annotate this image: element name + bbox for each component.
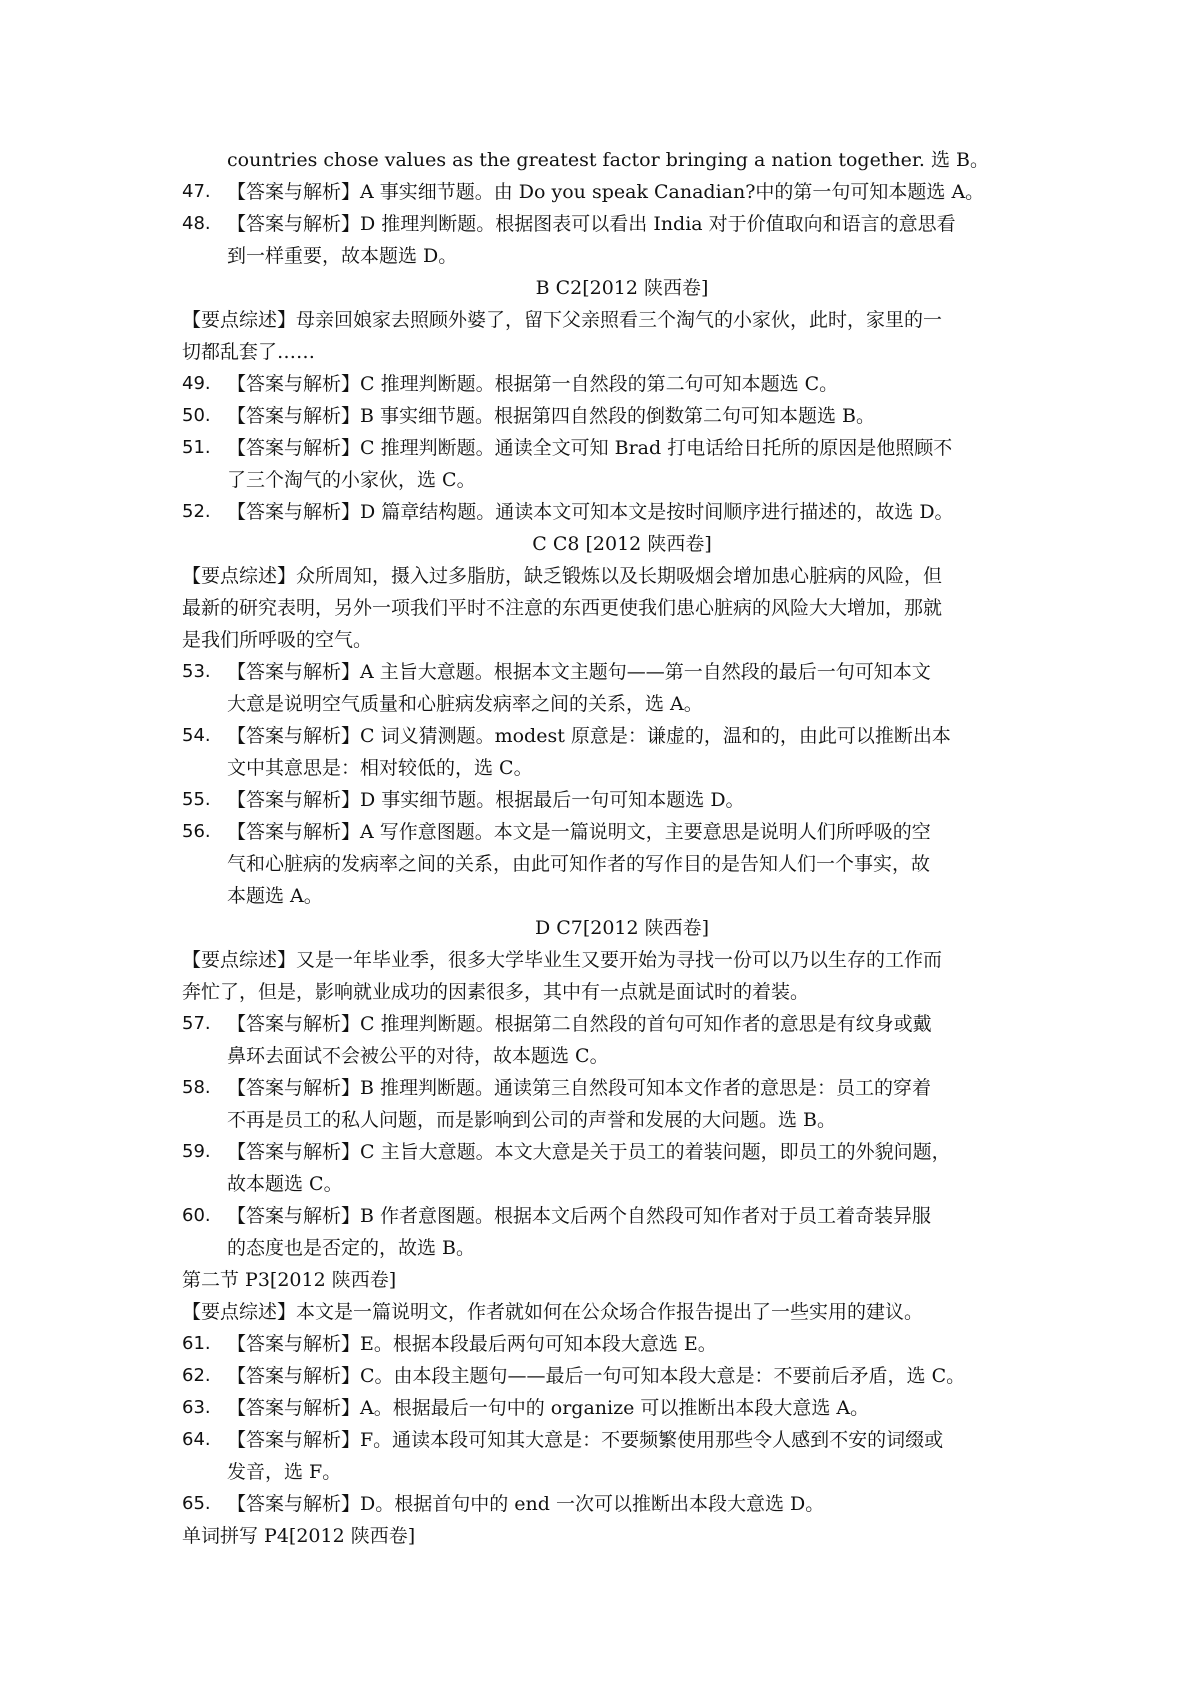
- answer-explanation: [227, 784, 1032, 816]
- answer-item: [182, 1008, 1032, 1072]
- paragraph-line: 最新的研究表明，另外一项我们平时不注意的东西更使我们患心脏病的风险大大增加，那就: [182, 597, 943, 619]
- explanation-line: 【答案与解析】C 词义猜测题。modest 原意是：谦虚的，温和的，由此可以推断出本: [227, 725, 951, 747]
- summary-paragraph: [182, 1296, 1032, 1328]
- explanation-line: 【答案与解析】B 事实细节题。根据第四自然段的倒数第二句可知本题选 B。: [227, 405, 876, 427]
- paragraph-line: 是我们所呼吸的空气。: [182, 629, 373, 651]
- question-number: 60.: [182, 1205, 211, 1226]
- paragraph-line: 【要点综述】母亲回娘家去照顾外婆了，留下父亲照看三个淘气的小家伙，此时，家里的一: [182, 309, 943, 331]
- explanation-line: 鼻环去面试不会被公平的对待，故本题选 C。: [227, 1045, 609, 1067]
- answer-item: [182, 720, 1032, 784]
- answer-explanation: [227, 208, 1032, 272]
- paragraph-line: 第二节 P3[2012 陕西卷]: [182, 1269, 397, 1291]
- explanation-line: 【答案与解析】A 事实细节题。由 Do you speak Canadian?中的第一句可知本题选 A。: [227, 181, 985, 203]
- answer-item: [182, 432, 1032, 496]
- question-number: 61.: [182, 1333, 211, 1354]
- continuation-line: countries chose values as the greatest factor bringing a nation together. 选 B。: [227, 149, 990, 171]
- answer-explanation: [227, 720, 1032, 784]
- paragraph-line: 单词拼写 P4[2012 陕西卷]: [182, 1525, 416, 1547]
- question-number: 55.: [182, 789, 211, 810]
- explanation-line: 不再是员工的私人问题，而是影响到公司的声誉和发展的大问题。选 B。: [227, 1109, 837, 1131]
- answer-explanation: [227, 1392, 1032, 1424]
- question-number: 53.: [182, 661, 211, 682]
- question-number: 57.: [182, 1013, 211, 1034]
- explanation-line: 【答案与解析】C 推理判断题。通读全文可知 Brad 打电话给日托所的原因是他照顾不: [227, 437, 953, 459]
- answer-item: [182, 176, 1032, 208]
- section-heading: D C7[2012 陕西卷]: [534, 917, 710, 939]
- answer-item: [182, 1136, 1032, 1200]
- answer-explanation: [227, 816, 1032, 912]
- answer-item: [182, 1360, 1032, 1392]
- explanation-line: 【答案与解析】D 篇章结构题。通读本文可知本文是按时间顺序进行描述的，故选 D。: [227, 501, 954, 523]
- answer-explanation: [227, 1488, 1032, 1520]
- answer-explanation: [227, 400, 1032, 432]
- explanation-line: 发音，选 F。: [227, 1461, 342, 1483]
- question-number: 50.: [182, 405, 211, 426]
- explanation-line: 【答案与解析】B 作者意图题。根据本文后两个自然段可知作者对于员工着奇装异服: [227, 1205, 932, 1227]
- explanation-line: 【答案与解析】B 推理判断题。通读第三自然段可知本文作者的意思是：员工的穿着: [227, 1077, 932, 1099]
- explanation-line: 了三个淘气的小家伙，选 C。: [227, 469, 476, 491]
- explanation-line: 文中其意思是：相对较低的，选 C。: [227, 757, 533, 779]
- answer-item: [182, 208, 1032, 272]
- answer-item: [182, 1328, 1032, 1360]
- summary-paragraph: [182, 304, 1032, 368]
- paragraph-line: 切都乱套了……: [182, 341, 316, 363]
- explanation-line: 【答案与解析】F。通读本段可知其大意是：不要频繁使用那些令人感到不安的词缀或: [227, 1429, 944, 1451]
- answer-item: [182, 1200, 1032, 1264]
- answer-explanation: [227, 176, 1032, 208]
- question-number: 65.: [182, 1493, 211, 1514]
- question-number: 56.: [182, 821, 211, 842]
- explanation-line: 【答案与解析】A 写作意图题。本文是一篇说明文，主要意思是说明人们所呼吸的空: [227, 821, 931, 843]
- explanation-line: 【答案与解析】A。根据最后一句中的 organize 可以推断出本段大意选 A。: [227, 1397, 870, 1419]
- answer-item: [182, 1392, 1032, 1424]
- answer-item: [182, 1488, 1032, 1520]
- answer-explanation: [227, 432, 1032, 496]
- explanation-line: 气和心脏病的发病率之间的关系，由此可知作者的写作目的是告知人们一个事实，故: [227, 853, 931, 875]
- answer-item: [182, 400, 1032, 432]
- explanation-line: 【答案与解析】C。由本段主题句——最后一句可知本段大意是：不要前后矛盾，选 C。: [227, 1365, 966, 1387]
- answer-explanation: [227, 496, 1032, 528]
- explanation-line: 【答案与解析】C 推理判断题。根据第二自然段的首句可知作者的意思是有纹身或戴: [227, 1013, 932, 1035]
- question-number: 58.: [182, 1077, 211, 1098]
- summary-paragraph: [182, 1264, 1032, 1296]
- answer-explanation: [227, 368, 1032, 400]
- explanation-line: 【答案与解析】C 主旨大意题。本文大意是关于员工的着装问题，即员工的外貌问题，: [227, 1141, 951, 1163]
- answer-explanation: [227, 1008, 1032, 1072]
- answer-key-content: [182, 144, 1032, 1552]
- question-number: 47.: [182, 181, 211, 202]
- question-number: 49.: [182, 373, 211, 394]
- answer-explanation: [227, 1072, 1032, 1136]
- explanation-line: 【答案与解析】C 推理判断题。根据第一自然段的第二句可知本题选 C。: [227, 373, 839, 395]
- answer-item: [182, 1424, 1032, 1488]
- question-number: 48.: [182, 213, 211, 234]
- question-number: 63.: [182, 1397, 211, 1418]
- explanation-line: 到一样重要，故本题选 D。: [227, 245, 458, 267]
- answer-explanation: [227, 1360, 1032, 1392]
- paragraph-line: 【要点综述】又是一年毕业季，很多大学毕业生又要开始为寻找一份可以乃以生存的工作而: [182, 949, 943, 971]
- question-number: 64.: [182, 1429, 211, 1450]
- explanation-line: 【答案与解析】E。根据本段最后两句可知本段大意选 E。: [227, 1333, 717, 1355]
- question-number: 52.: [182, 501, 211, 522]
- answer-item: [182, 1072, 1032, 1136]
- explanation-line: 【答案与解析】D 推理判断题。根据图表可以看出 India 对于价值取向和语言的意思看: [227, 213, 956, 235]
- answer-explanation: [227, 1136, 1032, 1200]
- paragraph-line: 【要点综述】本文是一篇说明文，作者就如何在公众场合作报告提出了一些实用的建议。: [182, 1301, 924, 1323]
- section-heading: B C2[2012 陕西卷]: [535, 277, 709, 299]
- paragraph-line: 【要点综述】众所周知，摄入过多脂肪，缺乏锻炼以及长期吸烟会增加患心脏病的风险，但: [182, 565, 943, 587]
- explanation-line: 【答案与解析】A 主旨大意题。根据本文主题句——第一自然段的最后一句可知本文: [227, 661, 931, 683]
- answer-explanation: [227, 1424, 1032, 1488]
- answer-explanation: [227, 656, 1032, 720]
- answer-explanation: [227, 1200, 1032, 1264]
- section-heading: C C8 [2012 陕西卷]: [532, 533, 712, 555]
- summary-paragraph: [182, 1520, 1032, 1552]
- answer-item: [182, 496, 1032, 528]
- paragraph-line: 奔忙了，但是，影响就业成功的因素很多，其中有一点就是面试时的着装。: [182, 981, 810, 1003]
- answer-explanation: [227, 1328, 1032, 1360]
- answer-item: [182, 816, 1032, 912]
- answer-item: [182, 656, 1032, 720]
- answer-item: [182, 784, 1032, 816]
- question-number: 59.: [182, 1141, 211, 1162]
- explanation-line: 大意是说明空气质量和心脏病发病率之间的关系，选 A。: [227, 693, 703, 715]
- summary-paragraph: [182, 944, 1032, 1008]
- explanation-line: 的态度也是否定的，故选 B。: [227, 1237, 476, 1259]
- explanation-line: 【答案与解析】D。根据首句中的 end 一次可以推断出本段大意选 D。: [227, 1493, 825, 1515]
- question-number: 51.: [182, 437, 211, 458]
- question-number: 54.: [182, 725, 211, 746]
- explanation-line: 【答案与解析】D 事实细节题。根据最后一句可知本题选 D。: [227, 789, 745, 811]
- summary-paragraph: [182, 560, 1032, 656]
- explanation-line: 本题选 A。: [227, 885, 323, 907]
- explanation-line: 故本题选 C。: [227, 1173, 343, 1195]
- answer-item: [182, 368, 1032, 400]
- question-number: 62.: [182, 1365, 211, 1386]
